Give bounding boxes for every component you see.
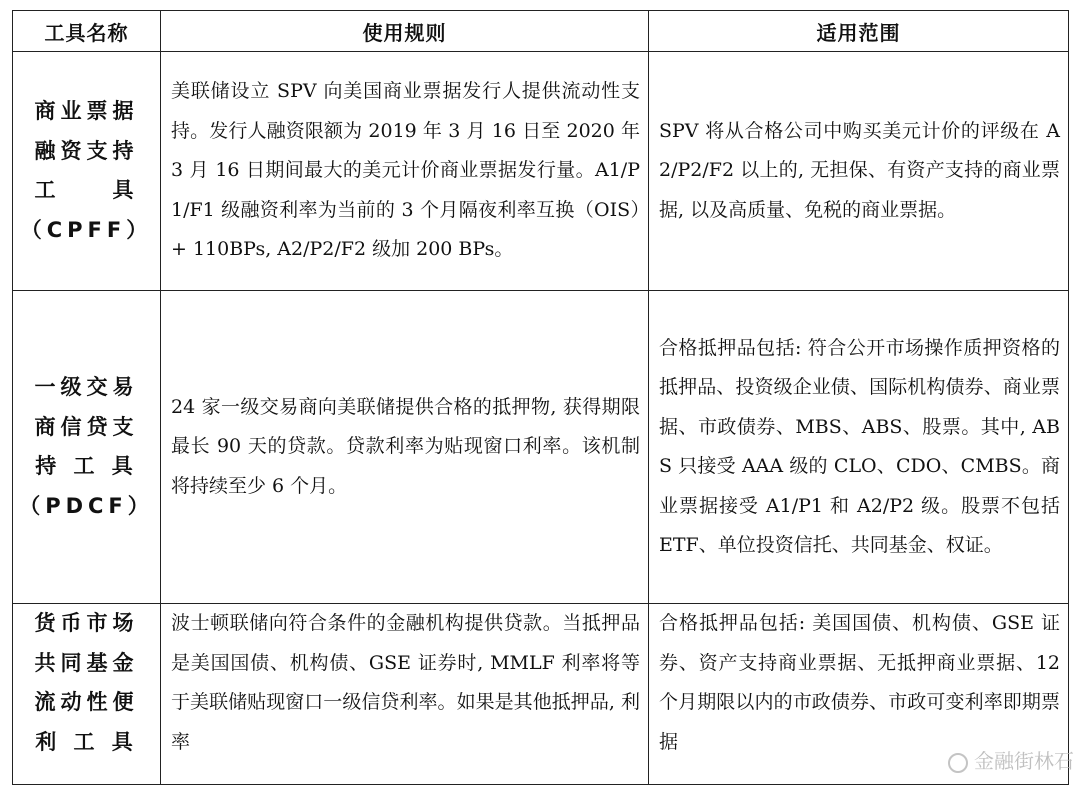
tool-name-cell <box>13 52 161 291</box>
watermark-text: 金融街林石 <box>974 749 1074 773</box>
header-usage-rules: 使用规则 <box>161 11 649 52</box>
tool-name-line: 流动性便 <box>34 690 139 714</box>
tool-name-line: 融资支持 <box>34 138 139 163</box>
scope-cell: 合格抵押品包括: 美国国债、机构债、GSE 证券、资产支持商业票据、无抵押商业票据、12 个月期限以内的市政债券、市政可变利率即期票据 <box>649 604 1069 785</box>
tool-name-cell <box>13 604 161 785</box>
table-row <box>13 604 1069 785</box>
usage-rule-cell: 美联储设立 SPV 向美国商业票据发行人提供流动性支持。发行人融资限额为 2019 年 3 月 16 日至 2020 年 3 月 16 日期间最大的美元计价商业票据发行量。A1/P1/F1 级融资利率为当前的 3 个月隔夜利率互换（OIS）+ 110BPs, A2/P2/F2 级加 200 BPs。 <box>161 52 649 291</box>
scope-cell: 合格抵押品包括: 符合公开市场操作质押资格的抵押品、投资级企业债、国际机构债券、商业票据、市政债券、MBS、ABS、股票。其中, ABS 只接受 AAA 级的 CLO、CDO、CMBS。商业票据接受 A1/P1 和 A2/P2 级。股票不包括 ETF、单位投资信托、共同基金、权证。 <box>649 291 1069 604</box>
tool-name-cell <box>13 291 161 604</box>
tool-name-line: （PDCF） <box>19 493 154 518</box>
tool-name-line: 一级交易 <box>34 375 139 399</box>
tool-name-line: （CPFF） <box>20 217 153 242</box>
table-row <box>13 291 1069 604</box>
policy-tools-table <box>12 10 1069 785</box>
header-tool-name: 工具名称 <box>13 11 161 52</box>
tool-name-line: 持 工 具 <box>35 454 138 478</box>
header-scope: 适用范围 <box>649 11 1069 52</box>
usage-rule-cell: 波士顿联储向符合条件的金融机构提供贷款。当抵押品是美国国债、机构债、GSE 证券时, MMLF 利率将等于美联储贴现窗口一级信贷利率。如果是其他抵押品, 利率 <box>161 604 649 785</box>
tool-name-line: 商信贷支 <box>34 414 139 439</box>
wechat-icon <box>948 753 968 773</box>
scope-cell: SPV 将从合格公司中购买美元计价的评级在 A2/P2/F2 以上的, 无担保、有资产支持的商业票据, 以及高质量、免税的商业票据。 <box>649 52 1069 291</box>
tool-name-line: 利 工 具 <box>35 729 138 754</box>
watermark <box>948 745 1074 774</box>
tool-name-line: 货币市场 <box>34 611 139 635</box>
tool-name-line: 工 具 <box>34 178 139 202</box>
table-row <box>13 52 1069 291</box>
tool-name-line: 共同基金 <box>34 650 139 675</box>
tool-name-line: 商业票据 <box>34 99 139 123</box>
table-header-row <box>13 11 1069 52</box>
usage-rule-cell: 24 家一级交易商向美联储提供合格的抵押物, 获得期限最长 90 天的贷款。贷款利率为贴现窗口利率。该机制将持续至少 6 个月。 <box>161 291 649 604</box>
